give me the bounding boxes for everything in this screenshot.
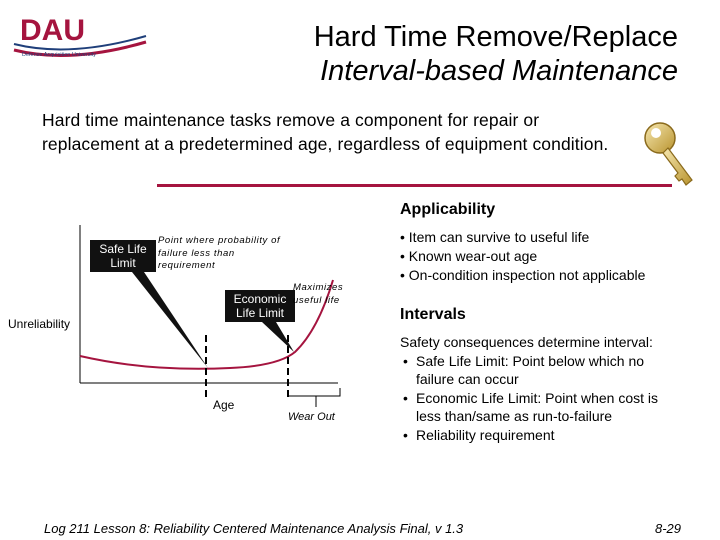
list-item: • Known wear-out age [400, 248, 538, 264]
intro-line-2: replacement at a predetermined age, regardless of equipment condition. [42, 134, 609, 154]
divider-rule [157, 184, 672, 187]
logo-letters: DAU [20, 14, 85, 47]
intervals-intro: Safety consequences determine interval: [400, 334, 653, 350]
y-axis-label: Unreliability [8, 317, 71, 331]
safe-life-label: Safe Life Limit [90, 240, 156, 272]
intro-text [42, 108, 662, 156]
key-icon [640, 118, 700, 190]
logo-subtitle: Defense Acquisition University [22, 52, 96, 58]
page-title: Hard Time Remove/Replace [313, 21, 678, 53]
page-number: 8-29 [655, 521, 682, 536]
footer-course: Log 211 Lesson 8: Reliability Centered Maintenance Analysis [44, 521, 396, 536]
intervals-block [400, 333, 670, 444]
list-item: • Item can survive to useful life [400, 229, 590, 245]
list-item: • Safe Life Limit: Point below which no failure can occur [403, 352, 645, 387]
maximizes-note: Maximizes useful life [293, 282, 344, 306]
footer-version: Final, v 1.3 [399, 521, 464, 536]
list-item: • On-condition inspection not applicable [400, 267, 646, 283]
intro-line-1: Hard time maintenance tasks remove a component for repair or [42, 110, 540, 130]
wear-out-bracket [288, 388, 340, 396]
economic-life-label: Economic Life Limit [225, 290, 295, 322]
intervals-list [400, 352, 670, 445]
safe-life-pointer [132, 272, 208, 368]
applicability-list [400, 228, 645, 285]
probability-note: Point where probability of failure less than requirement [158, 235, 281, 271]
footer-text [44, 521, 463, 536]
applicability-heading: Applicability [400, 201, 496, 218]
economic-life-pointer [262, 322, 294, 352]
x-axis-label: Age [213, 398, 235, 412]
page-subtitle: Interval-based Maintenance [320, 55, 678, 87]
wear-out-label: Wear Out [288, 411, 335, 423]
list-item: • Reliability requirement [403, 426, 555, 443]
intervals-heading: Intervals [400, 306, 466, 323]
dau-logo [10, 8, 150, 58]
list-item: • Economic Life Limit: Point when cost is less than/same as run-to-failure [403, 389, 658, 424]
